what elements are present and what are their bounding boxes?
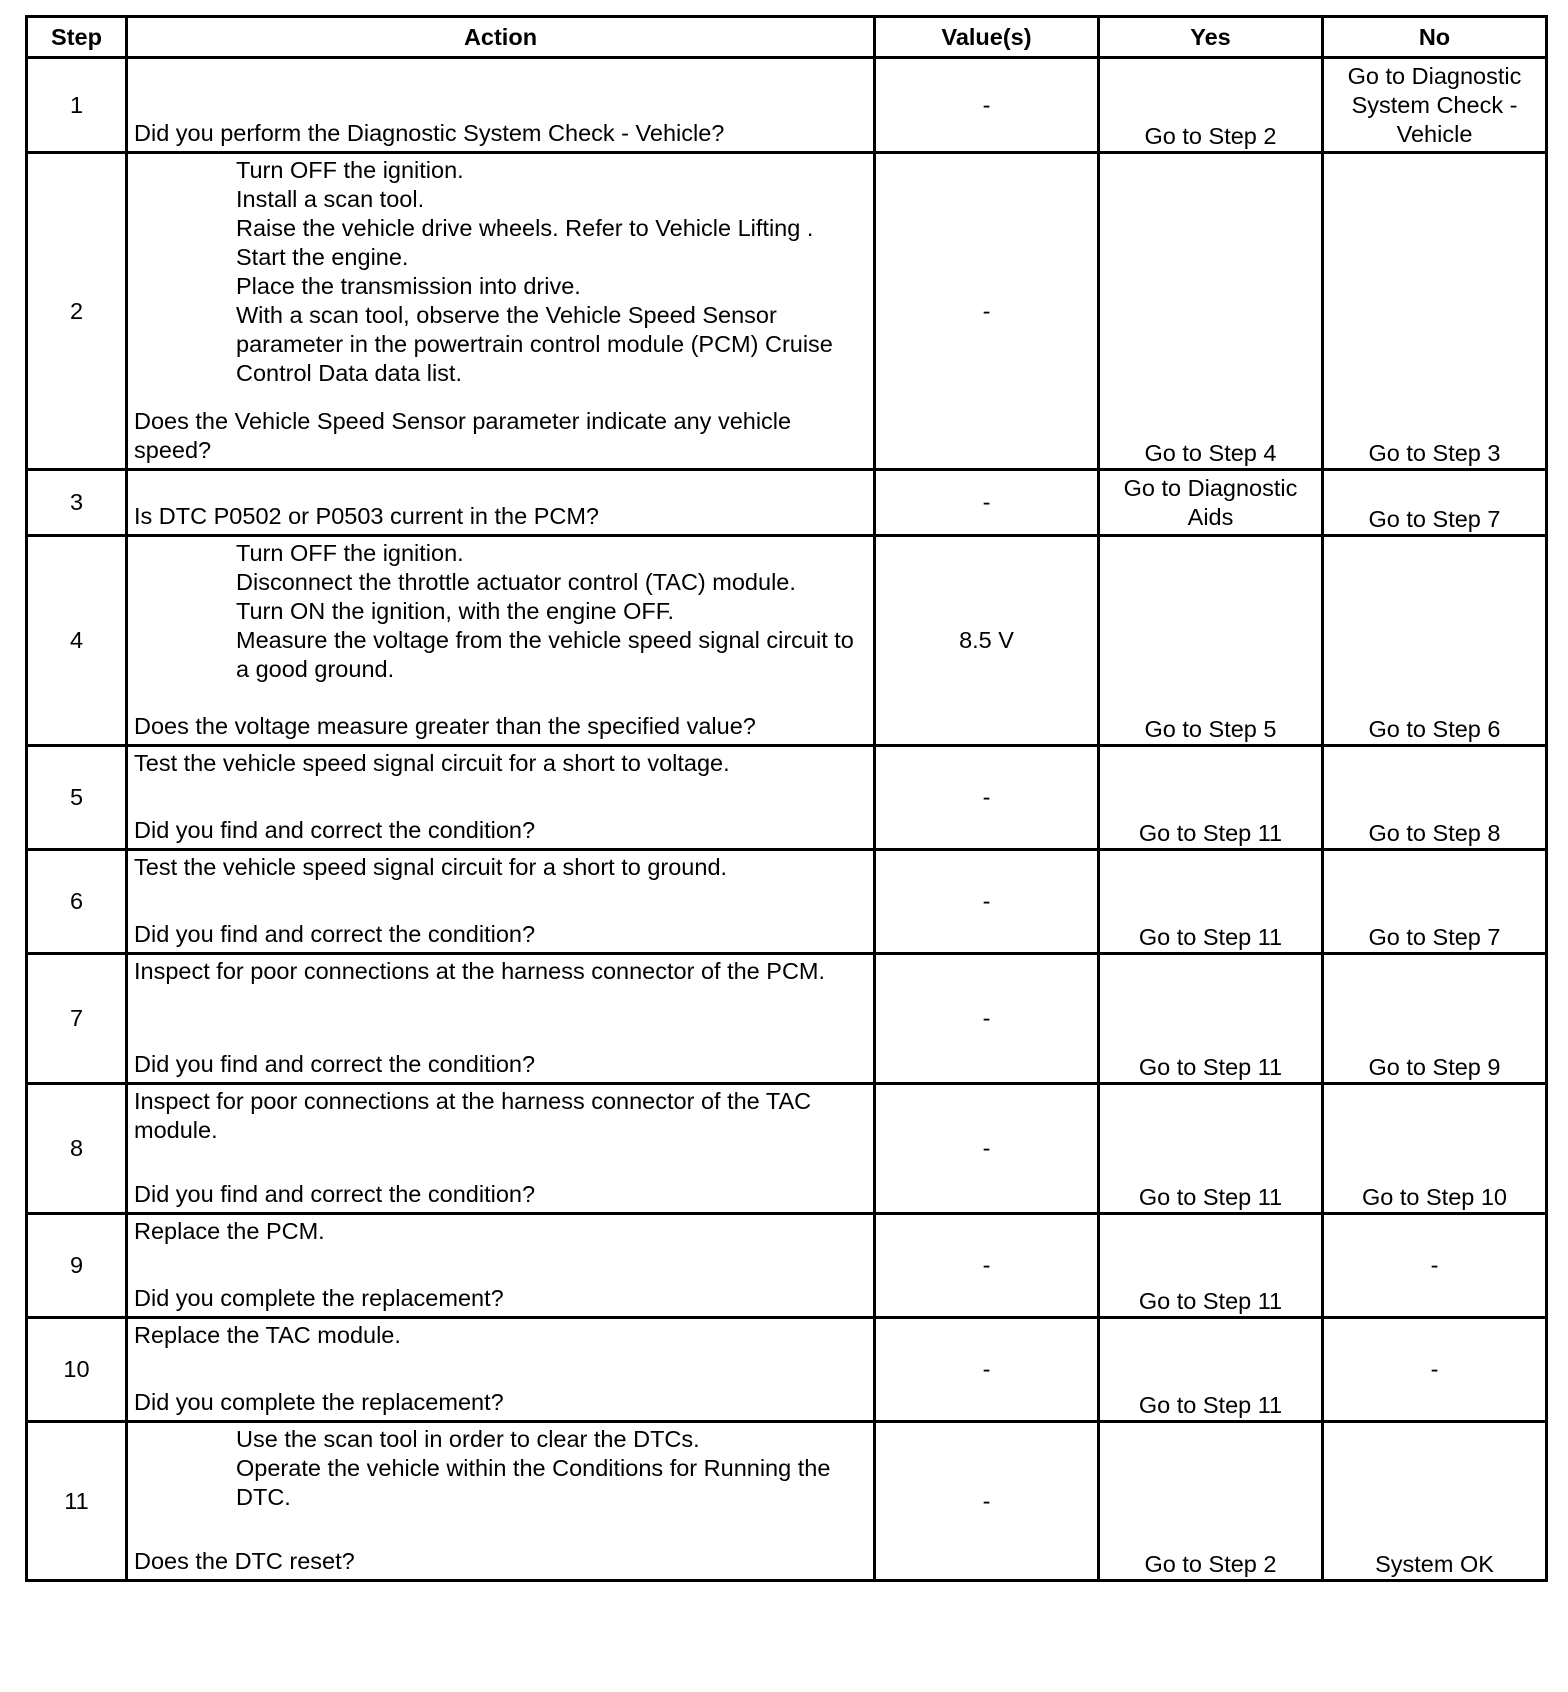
action-instructions <box>134 1217 865 1246</box>
header-no: No <box>1323 17 1547 58</box>
action-content <box>128 1423 873 1579</box>
action-cell <box>127 470 875 536</box>
table-row <box>27 1214 1547 1318</box>
yes-cell: Go to Step 4 <box>1099 153 1323 470</box>
action-steps-list <box>134 156 865 388</box>
yes-cell: Go to Step 5 <box>1099 536 1323 746</box>
table-row <box>27 1422 1547 1581</box>
action-step-item: Raise the vehicle drive wheels. Refer to Vehicle Lifting . <box>236 215 814 241</box>
action-step-item: Operate the vehicle within the Conditions for Running the DTC. <box>236 1455 831 1510</box>
action-instructions <box>134 1321 865 1350</box>
action-step-item: Measure the voltage from the vehicle speed signal circuit to a good ground. <box>236 627 854 682</box>
value-cell: - <box>875 1318 1099 1422</box>
table-row <box>27 1084 1547 1214</box>
yes-cell: Go to Step 11 <box>1099 850 1323 954</box>
action-cell <box>127 850 875 954</box>
table-row <box>27 954 1547 1084</box>
step-number: 5 <box>27 746 127 850</box>
action-question: Is DTC P0502 or P0503 current in the PCM? <box>134 503 599 529</box>
action-step-item: Place the transmission into drive. <box>236 273 581 299</box>
value-cell: - <box>875 1422 1099 1581</box>
no-cell: - <box>1323 1318 1547 1422</box>
value-cell: 8.5 V <box>875 536 1099 746</box>
table-body <box>27 58 1547 1581</box>
header-yes: Yes <box>1099 17 1323 58</box>
action-content <box>128 537 873 744</box>
table-row <box>27 746 1547 850</box>
table-row <box>27 153 1547 470</box>
action-cell <box>127 1084 875 1214</box>
action-intro: Inspect for poor connections at the harness connector of the PCM. <box>134 958 826 984</box>
yes-cell: Go to Step 11 <box>1099 746 1323 850</box>
action-instructions <box>134 1425 865 1512</box>
step-number: 1 <box>27 58 127 153</box>
yes-cell: Go to Step 11 <box>1099 1084 1323 1214</box>
action-step-item: Turn OFF the ignition. <box>236 157 464 183</box>
action-instructions <box>134 749 865 778</box>
action-intro: Test the vehicle speed signal circuit for a short to ground. <box>134 854 728 880</box>
action-question: Did you find and correct the condition? <box>134 817 536 843</box>
action-question: Does the voltage measure greater than the specified value? <box>134 713 756 739</box>
value-cell: - <box>875 470 1099 536</box>
value-cell: - <box>875 746 1099 850</box>
yes-cell: Go to Step 2 <box>1099 58 1323 153</box>
action-intro: Inspect for poor connections at the harness connector of the TAC module. <box>134 1088 812 1143</box>
action-intro: Replace the TAC module. <box>134 1322 401 1348</box>
action-question: Does the DTC reset? <box>134 1548 355 1574</box>
header-values: Value(s) <box>875 17 1099 58</box>
action-question: Did you find and correct the condition? <box>134 1181 536 1207</box>
action-content <box>128 1085 873 1212</box>
action-question: Did you complete the replacement? <box>134 1285 504 1311</box>
value-cell: - <box>875 58 1099 153</box>
action-cell <box>127 536 875 746</box>
action-question: Did you find and correct the condition? <box>134 1051 536 1077</box>
action-cell <box>127 1422 875 1581</box>
action-step-item: Turn OFF the ignition. <box>236 540 464 566</box>
action-steps-list <box>134 1425 865 1512</box>
no-cell: Go to Step 7 <box>1323 850 1547 954</box>
action-cell <box>127 746 875 850</box>
action-question: Did you perform the Diagnostic System Check - Vehicle? <box>134 120 725 146</box>
no-cell: Go to Step 7 <box>1323 470 1547 536</box>
action-cell <box>127 1214 875 1318</box>
action-content <box>128 747 873 848</box>
step-number: 10 <box>27 1318 127 1422</box>
action-content <box>128 59 873 151</box>
table-row <box>27 470 1547 536</box>
step-number: 8 <box>27 1084 127 1214</box>
yes-cell: Go to Step 11 <box>1099 1318 1323 1422</box>
action-cell <box>127 58 875 153</box>
action-cell <box>127 153 875 470</box>
yes-cell: Go to Step 2 <box>1099 1422 1323 1581</box>
header-step: Step <box>27 17 127 58</box>
no-cell: Go to Step 9 <box>1323 954 1547 1084</box>
action-instructions <box>134 539 865 684</box>
yes-cell: Go to Step 11 <box>1099 1214 1323 1318</box>
step-number: 11 <box>27 1422 127 1581</box>
action-instructions <box>134 156 865 388</box>
table-row <box>27 536 1547 746</box>
action-step-item: Use the scan tool in order to clear the DTCs. <box>236 1426 700 1452</box>
value-cell: - <box>875 850 1099 954</box>
yes-cell: Go to Diagnostic Aids <box>1099 470 1323 536</box>
action-question: Did you complete the replacement? <box>134 1389 504 1415</box>
step-number: 6 <box>27 850 127 954</box>
action-step-item: Turn ON the ignition, with the engine OFF. <box>236 598 675 624</box>
yes-cell: Go to Step 11 <box>1099 954 1323 1084</box>
action-cell <box>127 954 875 1084</box>
table-row <box>27 58 1547 153</box>
no-cell: Go to Step 10 <box>1323 1084 1547 1214</box>
action-question: Did you find and correct the condition? <box>134 921 536 947</box>
value-cell: - <box>875 1214 1099 1318</box>
table-row <box>27 1318 1547 1422</box>
action-content <box>128 471 873 534</box>
diagnostic-table <box>25 15 1548 1582</box>
action-step-item: Install a scan tool. <box>236 186 425 212</box>
action-content <box>128 154 873 468</box>
value-cell: - <box>875 954 1099 1084</box>
header-row <box>27 17 1547 58</box>
no-cell: System OK <box>1323 1422 1547 1581</box>
value-cell: - <box>875 1084 1099 1214</box>
action-instructions <box>134 957 865 986</box>
action-intro: Test the vehicle speed signal circuit for a short to voltage. <box>134 750 730 776</box>
no-cell: Go to Step 3 <box>1323 153 1547 470</box>
step-number: 9 <box>27 1214 127 1318</box>
action-content <box>128 1215 873 1316</box>
action-content <box>128 851 873 952</box>
step-number: 4 <box>27 536 127 746</box>
step-number: 2 <box>27 153 127 470</box>
step-number: 3 <box>27 470 127 536</box>
action-instructions <box>134 853 865 882</box>
action-instructions <box>134 1087 865 1145</box>
header-action: Action <box>127 17 875 58</box>
no-cell: Go to Diagnostic System Check - Vehicle <box>1323 58 1547 153</box>
no-cell: Go to Step 8 <box>1323 746 1547 850</box>
action-question: Does the Vehicle Speed Sensor parameter indicate any vehicle speed? <box>134 408 792 463</box>
action-step-item: With a scan tool, observe the Vehicle Speed Sensor parameter in the powertrain control module (PCM) Cruise Control Data data list. <box>236 302 833 386</box>
no-cell: - <box>1323 1214 1547 1318</box>
action-intro: Replace the PCM. <box>134 1218 325 1244</box>
action-cell <box>127 1318 875 1422</box>
action-step-item: Start the engine. <box>236 244 409 270</box>
action-content <box>128 955 873 1082</box>
table-row <box>27 850 1547 954</box>
step-number: 7 <box>27 954 127 1084</box>
action-content <box>128 1319 873 1420</box>
action-step-item: Disconnect the throttle actuator control (TAC) module. <box>236 569 796 595</box>
no-cell: Go to Step 6 <box>1323 536 1547 746</box>
value-cell: - <box>875 153 1099 470</box>
action-steps-list <box>134 539 865 684</box>
